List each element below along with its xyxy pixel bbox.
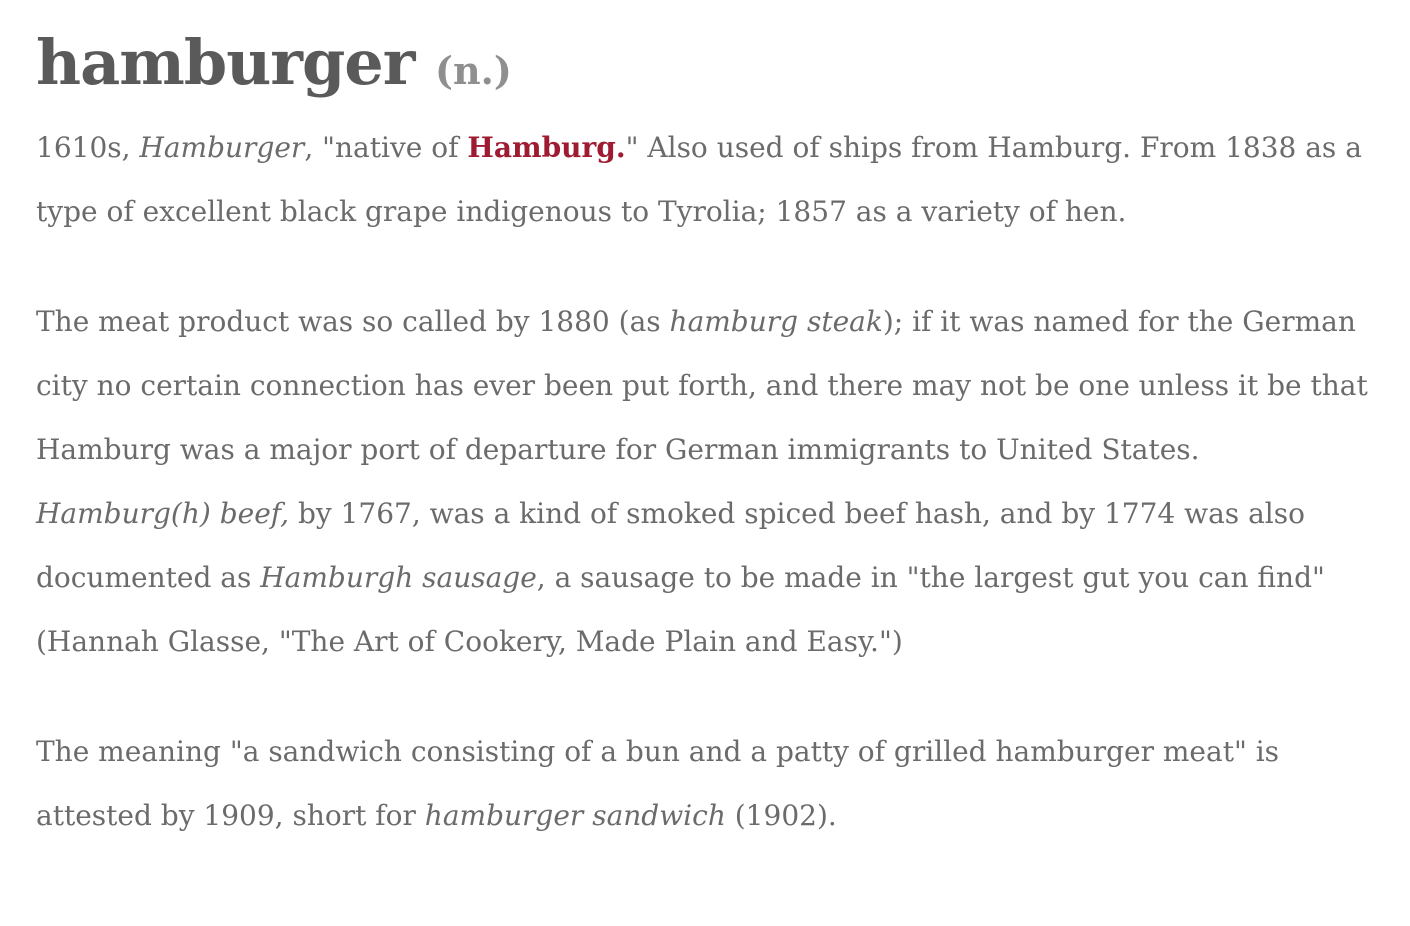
- italic-term: Hamburgh sausage: [260, 560, 537, 594]
- body-text: , a sausage to be made in "the largest gut you can find" (Hannah Glasse, "The Art of Cookery, Made Plain and Easy."): [36, 560, 1325, 658]
- body-text: The meat product was so called by 1880 (as: [36, 304, 670, 338]
- etymology-paragraph-3: [36, 720, 1376, 848]
- headword: hamburger: [36, 26, 415, 99]
- body-text: 1610s,: [36, 130, 140, 164]
- part-of-speech-label: (n.): [435, 48, 512, 93]
- body-text: The meaning "a sandwich consisting of a bun and a patty of grilled hamburger meat" is attested by 1909, short for: [36, 734, 1280, 832]
- hamburg-crossreference-link[interactable]: Hamburg.: [467, 130, 626, 164]
- body-text: by 1767, was a kind of smoked spiced beef hash, and by 1774 was also documented as: [36, 496, 1305, 594]
- body-text: (1902).: [725, 798, 837, 832]
- italic-term: hamburg steak: [669, 304, 883, 338]
- italic-term: Hamburger: [139, 130, 305, 164]
- italic-term: Hamburg(h) beef,: [36, 496, 290, 530]
- etymology-text: [36, 116, 1376, 848]
- body-text: ); if it was named for the German city no certain connection has ever been put forth, and there may not be one unless it be that Hamburg was a major port of departure for German immigrants to United States.: [36, 304, 1368, 466]
- body-text: , "native of: [304, 130, 468, 164]
- entry-headword-heading: [36, 24, 1376, 102]
- etymology-paragraph-2: [36, 290, 1376, 674]
- etymology-paragraph-1: [36, 116, 1376, 244]
- italic-term: hamburger sandwich: [424, 798, 726, 832]
- body-text: " Also used of ships from Hamburg. From 1838 as a type of excellent black grape indigenous to Tyrolia; 1857 as a variety of hen.: [36, 130, 1362, 228]
